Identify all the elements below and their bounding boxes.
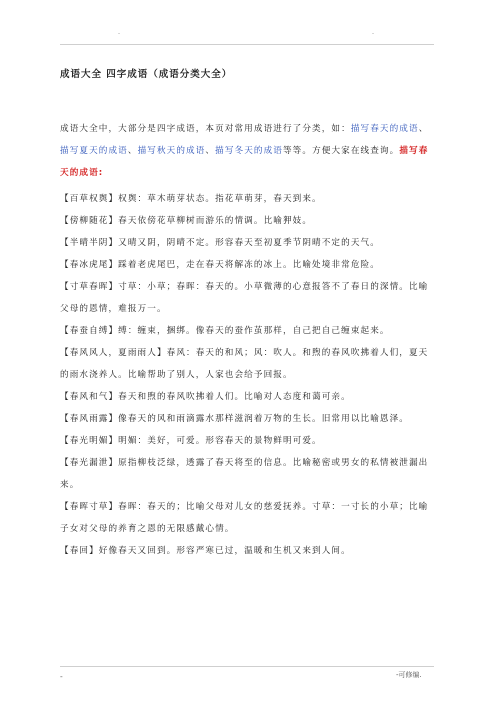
link-summer-idioms[interactable]: 描写夏天的成语	[60, 146, 128, 156]
idiom-entry: 【春冰虎尾】踩着老虎尾巴，走在春天将解冻的冰上。比喻处境非常危险。	[60, 260, 380, 270]
idiom-entry: 【春蚕自缚】缚：缠束，捆绑。像春天的蚕作茧那样，自己把自己缠束起来。	[60, 326, 390, 336]
link-spring-idioms[interactable]: 描写春天的成语	[350, 124, 419, 134]
idiom-entry: 【春光明媚】明媚：美好，可爱。形容春天的景物鲜明可爱。	[60, 436, 322, 446]
footer-note: -可修编.	[396, 671, 422, 679]
header-mark-left: -	[118, 30, 121, 37]
idiom-entry: 【寸草春晖】寸草：小草；春晖：春天的。小草微薄的心意报答不了春日的深情。比喻父母的恩情，难报万一。	[60, 282, 429, 314]
idiom-entry: 【春风风人，夏雨雨人】春风：春天的和风；风：吹人。和煦的春风吹拂着人们，夏天的雨水浇养人。比喻帮助了别人，人家也会给予回报。	[60, 348, 429, 380]
intro-text-b: 等等。方便大家在线查询。	[282, 146, 400, 156]
document-body	[60, 68, 436, 562]
footer-mark: -	[60, 672, 63, 681]
intro-sep-1: 、	[418, 124, 429, 134]
idiom-entry: 【春晖寸草】春晖：春天的；比喻父母对儿女的慈爱抚养。寸草：一寸长的小草；比喻子女对父母的养育之恩的无限感戴心情。	[60, 502, 429, 534]
page-title: 成语大全 四字成语（成语分类大全）	[60, 69, 233, 80]
header-divider	[60, 44, 434, 45]
idiom-list	[60, 188, 436, 562]
idiom-entry: 【半晴半阴】又晴又阴，阴晴不定。形容春天至初夏季节阴晴不定的天气。	[60, 238, 380, 248]
header-mark-right: -	[372, 30, 375, 37]
idiom-entry: 【傍柳随花】春天依傍花草柳树而游乐的情调。比喻狎妓。	[60, 216, 313, 226]
idiom-entry: 【春光漏泄】原指柳枝泛绿，透露了春天将至的信息。比喻秘密或男女的私情被泄漏出来。	[60, 458, 429, 490]
link-winter-idioms[interactable]: 描写冬天的成语	[215, 146, 283, 156]
intro-sep-3: 、	[205, 146, 216, 156]
link-autumn-idioms[interactable]: 描写秋天的成语	[137, 146, 206, 156]
intro-sep-2: 、	[127, 146, 138, 156]
intro-paragraph	[60, 118, 436, 184]
idiom-entry: 【春回】好像春天又回到。形容严寒已过，温暖和生机又来到人间。	[60, 546, 351, 556]
footer-divider	[60, 666, 434, 667]
idiom-entry: 【春风和气】春天和煦的春风吹拂着人们。比喻对人态度和蔼可亲。	[60, 392, 351, 402]
section-heading-spring: 描写春天的成语:	[60, 146, 429, 178]
idiom-entry: 【春风雨露】像春天的风和雨滴露水那样滋润着万物的生长。旧常用以比喻恩泽。	[60, 414, 409, 424]
idiom-entry: 【百草权舆】权舆：草木萌芽状态。指花草萌芽，春天到来。	[60, 194, 322, 204]
intro-text-a: 成语大全中，大部分是四字成语，本页对常用成语进行了分类，如：	[60, 124, 351, 134]
